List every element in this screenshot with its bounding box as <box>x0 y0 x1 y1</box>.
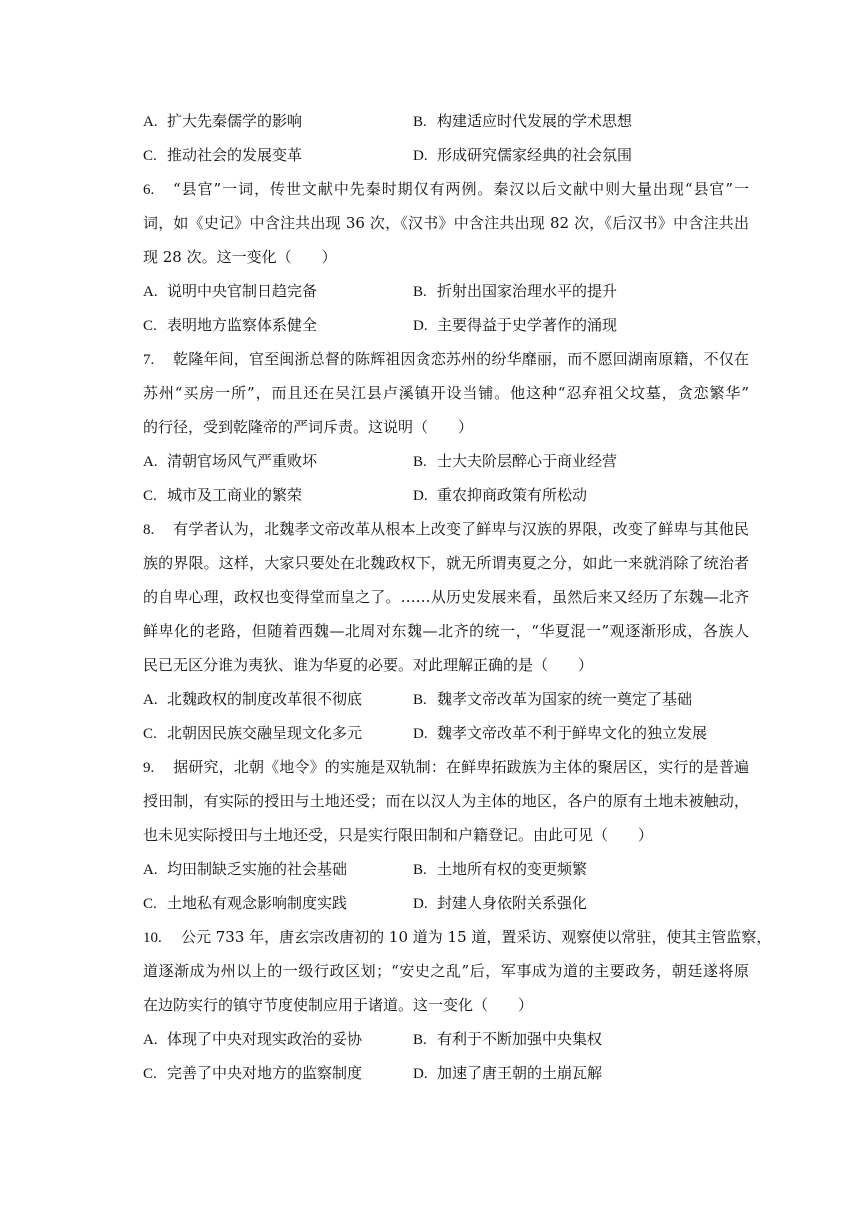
q10-options-row-1 <box>143 1028 763 1050</box>
q9-line-3: 也未见实际授田与土地还受，只是实行限田制和户籍登记。由此可见（ ） <box>143 826 654 844</box>
q6-option-d[interactable]: D. 主要得益于史学著作的涌现 <box>413 316 618 334</box>
q5-option-d[interactable]: D. 形成研究儒家经典的社会氛围 <box>413 146 633 164</box>
q8-line-1: 8. 有学者认为，北魏孝文帝改革从根本上改变了鲜卑与汉族的界限，改变了鲜卑与其他民 <box>143 520 749 538</box>
q7-option-b[interactable]: B. 士大夫阶层醉心于商业经营 <box>413 452 618 470</box>
q7-line-3: 的行径，受到乾隆帝的严词斥责。这说明（ ） <box>143 418 474 436</box>
q9-option-c[interactable]: C. 土地私有观念影响制度实践 <box>143 894 348 912</box>
q8-option-d[interactable]: D. 魏孝文帝改革不利于鲜卑文化的独立发展 <box>413 724 708 742</box>
q10-options-row-2 <box>143 1062 763 1084</box>
q8-line-5: 民已无区分谁为夷狄、谁为华夏的必要。对此理解正确的是（ ） <box>143 656 594 674</box>
q8-options-row-2 <box>143 722 763 744</box>
q9-option-a[interactable]: A. 均田制缺乏实施的社会基础 <box>143 860 348 878</box>
q10-option-b[interactable]: B. 有利于不断加强中央集权 <box>413 1030 603 1048</box>
q5-option-c[interactable]: C. 推动社会的发展变革 <box>143 146 303 164</box>
q6-options-row-2 <box>143 314 763 336</box>
q5-options-row-2 <box>143 144 763 166</box>
q8-option-b[interactable]: B. 魏孝文帝改革为国家的统一奠定了基础 <box>413 690 693 708</box>
q6-line-3: 现 28 次。这一变化（ ） <box>143 248 337 266</box>
q7-option-d[interactable]: D. 重农抑商政策有所松动 <box>413 486 588 504</box>
q6-option-c[interactable]: C. 表明地方监察体系健全 <box>143 316 318 334</box>
q10-line-2: 道逐渐成为州以上的一级行政区划；“安史之乱”后，军事成为道的主要政务，朝廷遂将原 <box>143 962 749 980</box>
q6-line-1: 6. “县官”一词，传世文献中先秦时期仅有两例。秦汉以后文献中则大量出现“县官”一 <box>143 180 749 198</box>
q8-line-2: 族的界限。这样，大家只要处在北魏政权下，就无所谓夷夏之分，如此一来就消除了统治者 <box>143 554 749 572</box>
q8-option-a[interactable]: A. 北魏政权的制度改革很不彻底 <box>143 690 363 708</box>
q7-line-2: 苏州“买房一所”，而且还在吴江县卢溪镇开设当铺。他这种“忍弃祖父坟墓，贪恋繁华” <box>143 384 749 402</box>
q7-line-1: 7. 乾隆年间，官至闽浙总督的陈辉祖因贪恋苏州的纷华靡丽，而不愿回湖南原籍，不仅在 <box>143 350 749 368</box>
q7-option-c[interactable]: C. 城市及工商业的繁荣 <box>143 486 303 504</box>
q7-options-row-2 <box>143 484 763 506</box>
q9-line-1: 9. 据研究，北朝《地令》的实施是双轨制：在鲜卑拓跋族为主体的聚居区，实行的是普遍 <box>143 758 749 776</box>
q10-line-3: 在边防实行的镇守节度使制应用于诸道。这一变化（ ） <box>143 996 534 1014</box>
q6-option-b[interactable]: B. 折射出国家治理水平的提升 <box>413 282 618 300</box>
q8-line-3: 的自卑心理，政权也变得堂而皇之了。……从历史发展来看，虽然后来又经历了东魏—北齐 <box>143 588 749 606</box>
q7-option-a[interactable]: A. 清朝官场风气严重败坏 <box>143 452 318 470</box>
q7-options-row-1 <box>143 450 763 472</box>
q10-option-d[interactable]: D. 加速了唐王朝的土崩瓦解 <box>413 1064 603 1082</box>
q10-option-c[interactable]: C. 完善了中央对地方的监察制度 <box>143 1064 363 1082</box>
q9-option-d[interactable]: D. 封建人身依附关系强化 <box>413 894 588 912</box>
q8-options-row-1 <box>143 688 763 710</box>
q6-option-a[interactable]: A. 说明中央官制日趋完备 <box>143 282 318 300</box>
q8-line-4: 鲜卑化的老路，但随着西魏—北周对东魏—北齐的统一，“华夏混一”观逐渐形成，各族人 <box>143 622 749 640</box>
q9-options-row-1 <box>143 858 763 880</box>
q9-option-b[interactable]: B. 土地所有权的变更频繁 <box>413 860 588 878</box>
q5-options-row-1 <box>143 110 763 132</box>
q10-option-a[interactable]: A. 体现了中央对现实政治的妥协 <box>143 1030 363 1048</box>
q9-line-2: 授田制，有实际的授田与土地还受；而在以汉人为主体的地区，各户的原有土地未被触动， <box>143 792 749 810</box>
q6-line-2: 词，如《史记》中含注共出现 36 次，《汉书》中含注共出现 82 次，《后汉书》中含注共出 <box>143 214 749 232</box>
q8-option-c[interactable]: C. 北朝因民族交融呈现文化多元 <box>143 724 363 742</box>
q6-options-row-1 <box>143 280 763 302</box>
q5-option-a[interactable]: A. 扩大先秦儒学的影响 <box>143 112 303 130</box>
q5-option-b[interactable]: B. 构建适应时代发展的学术思想 <box>413 112 633 130</box>
q9-options-row-2 <box>143 892 763 914</box>
q10-line-1: 10. 公元 733 年，唐玄宗改唐初的 10 道为 15 道，置采访、观察使以常驻，使其主管监察， <box>143 928 772 946</box>
